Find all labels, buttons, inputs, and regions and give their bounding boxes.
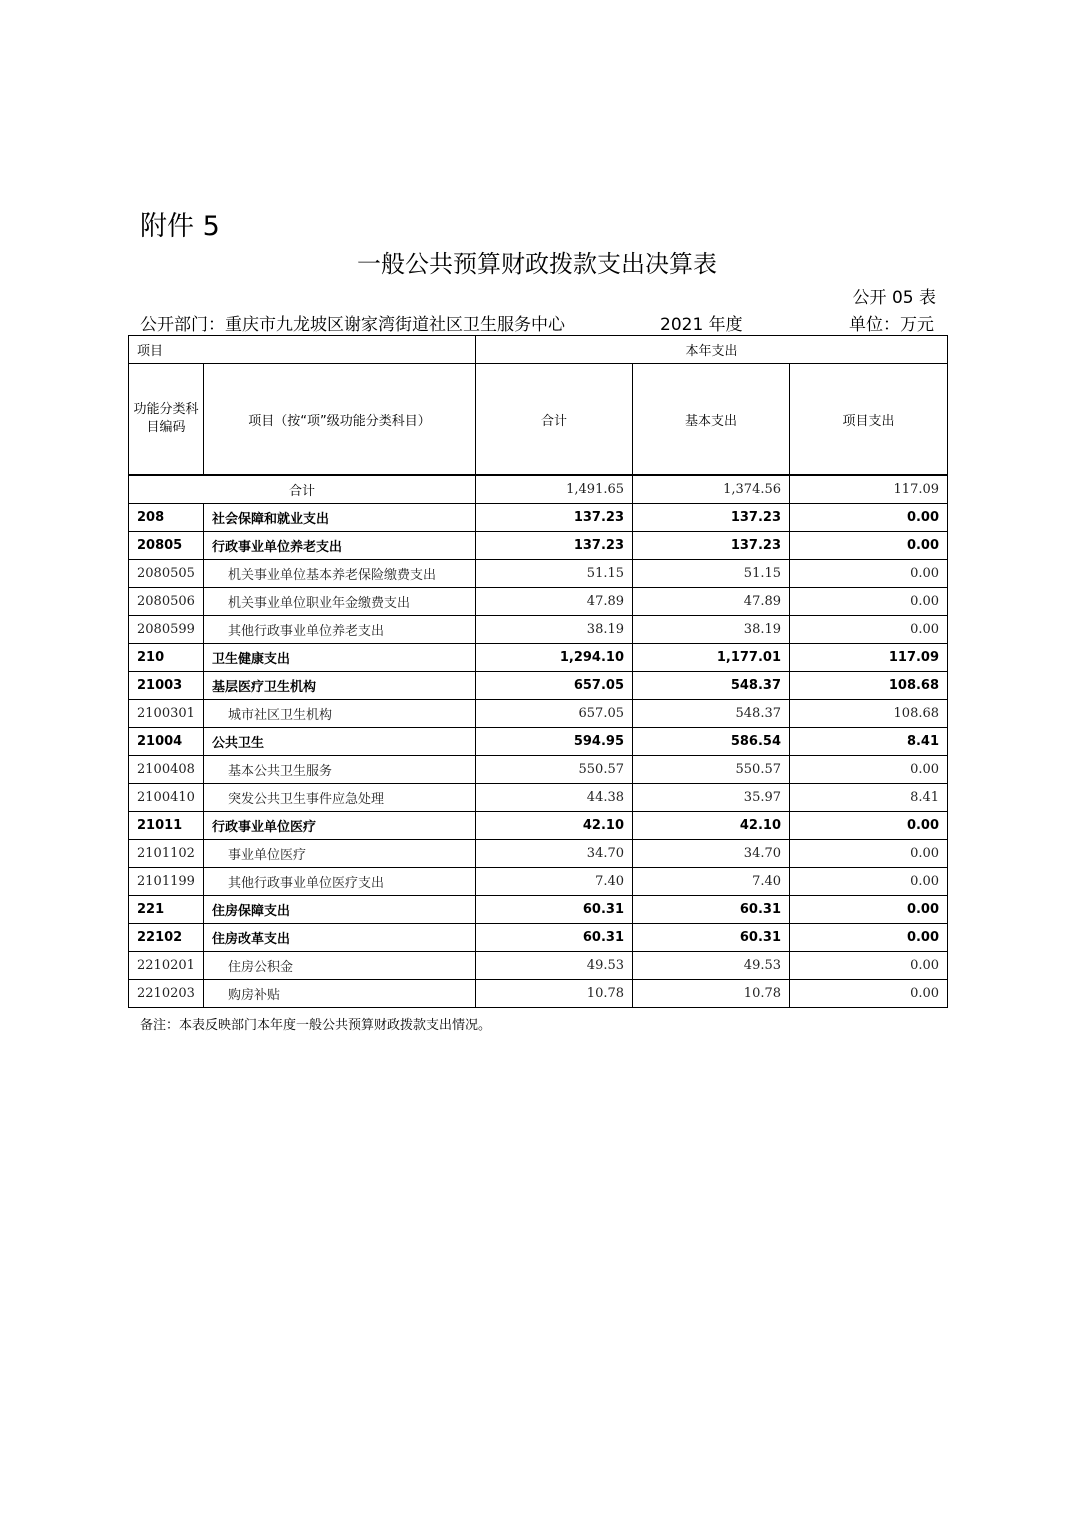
row-code: 2100301 [129,700,204,728]
row-name: 社会保障和就业支出 [204,504,476,532]
row-basic: 7.40 [633,868,790,896]
row-name: 基本公共卫生服务 [204,756,476,784]
table-row [129,952,948,980]
header-row-top [129,336,948,364]
row-total: 137.23 [476,504,633,532]
row-project: 0.00 [790,952,948,980]
row-total: 657.05 [476,672,633,700]
row-project: 0.00 [790,616,948,644]
row-project: 108.68 [790,700,948,728]
row-basic: 548.37 [633,672,790,700]
row-project: 0.00 [790,560,948,588]
row-code: 2101199 [129,868,204,896]
row-code: 208 [129,504,204,532]
row-basic: 548.37 [633,700,790,728]
total-basic: 1,374.56 [633,475,790,504]
row-code: 2101102 [129,840,204,868]
row-basic: 34.70 [633,840,790,868]
form-number: 公开 05 表 [852,288,936,308]
header-project: 项目支出 [790,364,948,476]
table-row [129,812,948,840]
row-code: 2210203 [129,980,204,1008]
table-row [129,896,948,924]
row-code: 21003 [129,672,204,700]
row-code: 210 [129,644,204,672]
header-item: 项目 [129,336,476,364]
row-name: 住房保障支出 [204,896,476,924]
table-row [129,784,948,812]
row-project: 0.00 [790,868,948,896]
row-total: 51.15 [476,560,633,588]
row-code: 2080599 [129,616,204,644]
row-basic: 42.10 [633,812,790,840]
row-total: 594.95 [476,728,633,756]
row-project: 0.00 [790,980,948,1008]
row-basic: 60.31 [633,924,790,952]
table-row [129,924,948,952]
row-total: 44.38 [476,784,633,812]
table-row [129,588,948,616]
row-total: 60.31 [476,896,633,924]
row-name: 突发公共卫生事件应急处理 [204,784,476,812]
row-basic: 60.31 [633,896,790,924]
row-project: 0.00 [790,504,948,532]
row-basic: 47.89 [633,588,790,616]
row-code: 20805 [129,532,204,560]
row-name: 住房改革支出 [204,924,476,952]
row-total: 657.05 [476,700,633,728]
row-code: 21011 [129,812,204,840]
table-row [129,700,948,728]
row-name: 事业单位医疗 [204,840,476,868]
row-project: 0.00 [790,812,948,840]
row-total: 47.89 [476,588,633,616]
header-code: 功能分类科目编码 [129,364,204,476]
table-row [129,504,948,532]
table-row [129,756,948,784]
header-basic: 基本支出 [633,364,790,476]
header-row-columns [129,364,948,476]
row-name: 基层医疗卫生机构 [204,672,476,700]
row-project: 0.00 [790,896,948,924]
unit-label: 单位：万元 [849,315,934,335]
row-total: 49.53 [476,952,633,980]
expenditure-table [128,335,948,1008]
row-name: 购房补贴 [204,980,476,1008]
department-label: 公开部门：重庆市九龙坡区谢家湾街道社区卫生服务中心 [140,315,565,335]
table-row [129,840,948,868]
row-code: 2100408 [129,756,204,784]
row-name: 住房公积金 [204,952,476,980]
attachment-label: 附件 5 [140,211,220,242]
row-basic: 51.15 [633,560,790,588]
row-name: 其他行政事业单位医疗支出 [204,868,476,896]
table-body [129,504,948,1008]
row-project: 8.41 [790,728,948,756]
row-project: 108.68 [790,672,948,700]
table-row [129,672,948,700]
total-label: 合计 [129,475,476,504]
total-row [129,475,948,504]
row-name: 城市社区卫生机构 [204,700,476,728]
row-basic: 38.19 [633,616,790,644]
row-code: 2210201 [129,952,204,980]
row-total: 60.31 [476,924,633,952]
row-code: 21004 [129,728,204,756]
row-basic: 550.57 [633,756,790,784]
fiscal-year: 2021 年度 [660,315,743,335]
table-row [129,868,948,896]
row-name: 行政事业单位医疗 [204,812,476,840]
row-basic: 49.53 [633,952,790,980]
row-name: 其他行政事业单位养老支出 [204,616,476,644]
row-project: 0.00 [790,924,948,952]
row-project: 0.00 [790,756,948,784]
row-total: 137.23 [476,532,633,560]
row-total: 42.10 [476,812,633,840]
header-total: 合计 [476,364,633,476]
row-project: 0.00 [790,532,948,560]
row-project: 0.00 [790,840,948,868]
row-name: 行政事业单位养老支出 [204,532,476,560]
page-title: 一般公共预算财政拨款支出决算表 [357,250,717,278]
table-row [129,980,948,1008]
row-total: 1,294.10 [476,644,633,672]
header-name: 项目（按“项”级功能分类科目） [204,364,476,476]
total-project: 117.09 [790,475,948,504]
header-current-year: 本年支出 [476,336,948,364]
row-total: 10.78 [476,980,633,1008]
row-name: 公共卫生 [204,728,476,756]
row-code: 2100410 [129,784,204,812]
row-name: 机关事业单位基本养老保险缴费支出 [204,560,476,588]
row-basic: 137.23 [633,504,790,532]
row-basic: 586.54 [633,728,790,756]
table-row [129,644,948,672]
table-row [129,728,948,756]
row-name: 卫生健康支出 [204,644,476,672]
row-project: 0.00 [790,588,948,616]
row-code: 22102 [129,924,204,952]
row-code: 221 [129,896,204,924]
table-row [129,532,948,560]
row-total: 38.19 [476,616,633,644]
row-basic: 137.23 [633,532,790,560]
row-project: 117.09 [790,644,948,672]
row-basic: 1,177.01 [633,644,790,672]
row-total: 7.40 [476,868,633,896]
row-project: 8.41 [790,784,948,812]
row-code: 2080506 [129,588,204,616]
footnote: 备注：本表反映部门本年度一般公共预算财政拨款支出情况。 [140,1018,492,1033]
total-sum: 1,491.65 [476,475,633,504]
row-total: 34.70 [476,840,633,868]
table-row [129,560,948,588]
row-name: 机关事业单位职业年金缴费支出 [204,588,476,616]
row-code: 2080505 [129,560,204,588]
row-basic: 10.78 [633,980,790,1008]
table-row [129,616,948,644]
row-total: 550.57 [476,756,633,784]
row-basic: 35.97 [633,784,790,812]
